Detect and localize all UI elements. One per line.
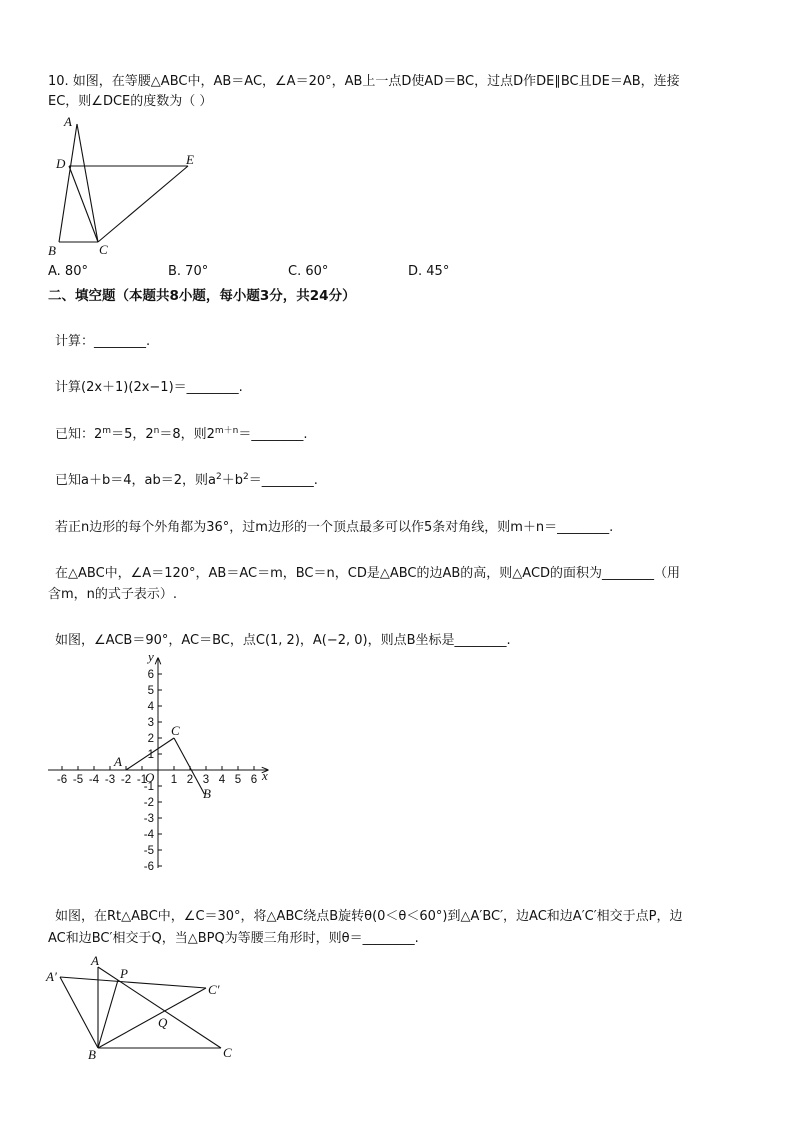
q10-line2: EC，则∠DCE的度数为（ ） [48, 94, 213, 109]
q10-option-c: C. 60° [288, 264, 329, 279]
y-axis-label: y [148, 649, 154, 664]
seg-BC2 [98, 988, 206, 1048]
x-tick-label: -2 [120, 774, 132, 786]
q10-option-d: D. 45° [408, 264, 450, 279]
x-tick-label: 5 [234, 774, 242, 786]
y-tick-label: -4 [143, 829, 154, 841]
x-tick-label: -5 [72, 774, 84, 786]
fill-q6-line2: 含m，n的式子表示）. [48, 587, 178, 602]
label-C-prime: C′ [208, 982, 220, 997]
seg-A2C2 [60, 977, 206, 988]
point-label-C: C [171, 723, 180, 738]
fill-q1: 计算：________. [55, 334, 151, 349]
y-tick-label: 4 [147, 701, 154, 713]
fill-q6-line1: 在△ABC中，∠A＝120°，AB＝AC＝m，BC＝n，CD是△ABC的边AB的高，则△ACD的面积为________（用 [55, 566, 681, 581]
label-C: C [99, 242, 108, 257]
x-tick-label: 4 [218, 774, 226, 786]
y-tick-label: 5 [147, 685, 154, 697]
label-B: B [48, 243, 56, 258]
x-axis-label: x [262, 768, 268, 783]
x-tick-label: 2 [186, 774, 194, 786]
y-tick-label: -6 [143, 861, 154, 873]
fill-q8-line1: 如图，在Rt△ABC中，∠C＝30°，将△ABC绕点B旋转θ(0＜θ＜60°)到△A′BC′，边AC和边A′C′相交于点P，边 [55, 909, 683, 924]
point-label-A: A [114, 754, 122, 769]
seg-BP [98, 980, 118, 1048]
q10-option-b: B. 70° [168, 264, 209, 279]
y-tick-label: -5 [143, 845, 154, 857]
fill-q8-line2: AC和边BC′相交于Q，当△BPQ为等腰三角形时，则θ＝________. [48, 931, 419, 946]
y-tick-label: -3 [143, 813, 154, 825]
seg-AC [98, 967, 221, 1048]
origin-label: O [145, 770, 155, 785]
x-tick-label: 6 [250, 774, 258, 786]
fill-q7: 如图，∠ACB＝90°，AC＝BC，点C(1, 2)，A(−2, 0)，则点B坐标是________. [55, 633, 511, 648]
label-A: A [91, 953, 99, 968]
x-tick-label: -1 [136, 774, 148, 786]
seg-A2B [60, 977, 98, 1048]
label-D: D [56, 156, 66, 171]
y-tick-label: 1 [147, 749, 154, 761]
fill-q5: 若正n边形的每个外角都为36°，过m边形的一个顶点最多可以作5条对角线，则m＋n＝________. [55, 520, 614, 535]
label-Q: Q [158, 1015, 168, 1030]
x-tick-label: -6 [56, 774, 68, 786]
q10-option-a: A. 80° [48, 264, 88, 279]
label-C: C [223, 1045, 232, 1060]
x-tick-label: -3 [104, 774, 116, 786]
x-tick-label: 3 [202, 774, 210, 786]
label-A: A [64, 114, 72, 129]
point-label-B: B [203, 786, 211, 801]
y-tick-label: 6 [147, 669, 154, 681]
section-title: 二、填空题（本题共8小题，每小题3分，共24分） [48, 288, 356, 304]
label-E: E [186, 152, 194, 167]
label-B: B [88, 1047, 96, 1062]
y-tick-label: 3 [147, 717, 154, 729]
q10-line1: 10. 如图，在等腰△ABC中，AB＝AC，∠A＝20°，AB上一点D使AD＝BC，过点D作DE∥BC且DE＝AB，连接 [48, 74, 680, 89]
fill-q3: 已知：$2^m=5$，$2^n=8$，则$2^{m+n}=\_\_\_\_\_\_\_\_$. [55, 426, 308, 442]
y-tick-label: -2 [143, 797, 154, 809]
fill-q4: 已知a＋b＝4，ab＝2，则$a^2+b^2=\_\_\_\_\_\_\_\_$. [55, 472, 318, 488]
x-tick-label: 1 [170, 774, 178, 786]
label-A-prime: A′ [46, 969, 57, 984]
y-tick-label: 2 [147, 733, 154, 745]
fill-q2: 计算(2x＋1)(2x−1)＝________. [55, 380, 243, 395]
label-P: P [120, 966, 128, 981]
y-tick-label: -1 [143, 781, 154, 793]
x-tick-label: -4 [88, 774, 100, 786]
